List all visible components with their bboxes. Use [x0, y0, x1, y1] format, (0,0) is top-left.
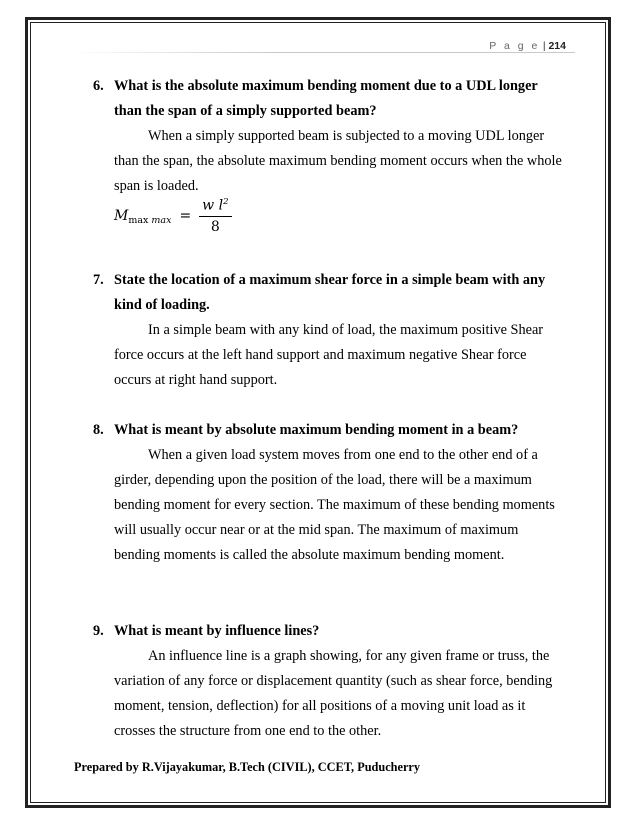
question-7 — [93, 268, 563, 393]
question-number: 8. — [93, 422, 104, 438]
page-label: P a g e — [489, 40, 540, 52]
question-9 — [93, 619, 563, 744]
question-title — [93, 74, 563, 124]
question-title — [93, 619, 563, 644]
answer-paragraph — [93, 443, 563, 568]
question-text: State the location of a maximum shear force in a simple beam with any kind of loading. — [114, 272, 546, 313]
formula-var: M — [114, 207, 129, 224]
answer-paragraph — [93, 644, 563, 744]
question-title — [93, 268, 563, 318]
answer-paragraph — [93, 318, 563, 393]
question-text: What is meant by influence lines? — [114, 623, 320, 639]
page-number: 214 — [548, 40, 566, 52]
formula-fraction — [199, 197, 231, 235]
question-number: 6. — [93, 78, 104, 94]
answer-text: When a simply supported beam is subjected to a moving UDL longer than the span, the absolute maximum bending moment occurs when the whole span is loaded. — [114, 128, 562, 194]
formula-subscript: max max — [128, 215, 172, 227]
answer-text: In a simple beam with any kind of load, the maximum positive Shear force occurs at the left hand support and maximum negative Shear force occurs at right hand support. — [114, 322, 544, 388]
question-text: What is the absolute maximum bending moment due to a UDL longer than the span of a simply supported beam? — [114, 78, 538, 119]
answer-paragraph — [93, 124, 563, 199]
answer-text: An influence line is a graph showing, for any given frame or truss, the variation of any force or displacement quantity (such as shear force, bending moment, tension, deflection) for all positions of a moving unit load as it crosses the structure from one end to the other. — [114, 648, 553, 739]
page-header — [489, 40, 566, 52]
page-separator: | — [542, 40, 546, 52]
header-rule — [70, 52, 575, 53]
question-6 — [93, 74, 563, 199]
question-title — [93, 418, 563, 443]
formula-max-moment — [114, 197, 232, 235]
question-text: What is meant by absolute maximum bending moment in a beam? — [114, 422, 519, 438]
question-number: 7. — [93, 272, 104, 288]
formula-equals: = — [179, 207, 192, 224]
page-footer: Prepared by R.Vijayakumar, B.Tech (CIVIL), CCET, Puducherry — [74, 760, 421, 774]
formula-denominator: 8 — [210, 218, 220, 235]
answer-text: When a given load system moves from one end to the other end of a girder, depending upon the position of the load, there will be a maximum bending moment for every section. The maximum of these bending moments will usually occur near or at the mid span. The maximum of maximum bending moments is called the absolute maximum bending moment. — [114, 447, 555, 563]
formula-numerator: w $l^2$ — [199, 197, 231, 217]
question-number: 9. — [93, 623, 104, 639]
question-8 — [93, 418, 563, 568]
